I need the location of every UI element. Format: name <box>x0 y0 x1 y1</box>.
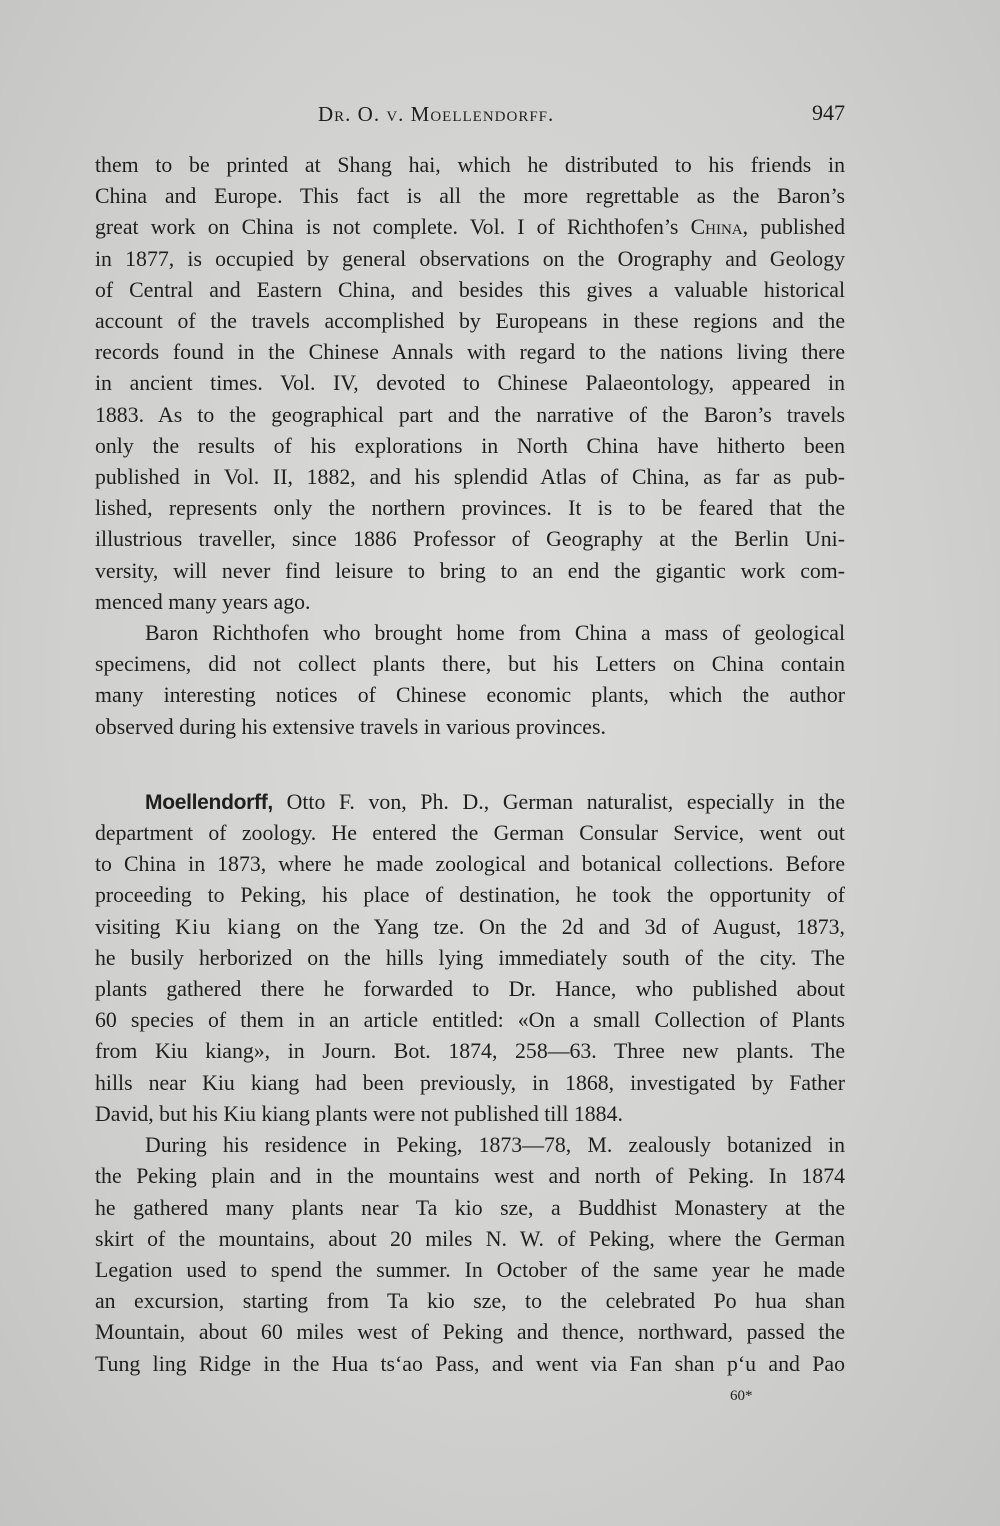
text-line: of Central and Eastern China, and besides this gives a valuable historical <box>95 277 845 302</box>
text-line: in ancient times. Vol. IV, devoted to Chinese Palaeontology, appeared in <box>95 371 845 396</box>
entry-heading: Moellendorff, <box>145 790 273 814</box>
text-line: Tung ling Ridge in the Hua ts‘ao Pass, and went via Fan shan p‘u and Pao <box>95 1351 845 1376</box>
text-line: versity, will never find leisure to bring to an end the gigantic work com- <box>95 558 845 583</box>
section-gap <box>95 743 845 787</box>
page-header <box>100 100 845 134</box>
text-run: , published <box>742 215 845 240</box>
page-number: 947 <box>812 100 845 125</box>
text-line: Legation used to spend the summer. In October of the same year he made <box>95 1257 845 1282</box>
text-line: menced many years ago. <box>95 589 311 614</box>
text-line <box>95 212 845 243</box>
paragraph-peking-residence <box>95 1130 845 1380</box>
text-line: published in Vol. II, 1882, and his splendid Atlas of China, as far as pub- <box>95 465 845 490</box>
text-line: Mountain, about 60 miles west of Peking and thence, northward, passed the <box>95 1320 845 1345</box>
text-line: only the results of his explorations in North China have hitherto been <box>95 433 845 458</box>
text-line: department of zoology. He entered the German Consular Service, went out <box>95 821 845 846</box>
text-line: from Kiu kiang», in Journ. Bot. 1874, 258—63. Three new plants. The <box>95 1039 845 1064</box>
text-line: observed during his extensive travels in various provinces. <box>95 714 606 739</box>
text-run: on the Yang tze. On the 2d and 3d of August, 1873, <box>281 914 845 939</box>
text-run: great work on China is not complete. Vol. I of Richthofen’s <box>95 215 679 240</box>
book-title: China <box>690 215 743 240</box>
entry-moellendorff <box>95 787 845 1130</box>
text-run: visiting <box>95 914 176 939</box>
text-line: During his residence in Peking, 1873—78, M. zealously botanized in <box>145 1133 845 1158</box>
text-line: in 1877, is occupied by general observations on the Orography and Geology <box>95 246 845 271</box>
text-line: 60 species of them in an article entitled: «On a small Collection of Plants <box>95 1008 845 1033</box>
text-line: specimens, did not collect plants there, but his Letters on China contain <box>95 652 845 677</box>
paragraph-richthofen-specimens <box>95 618 845 743</box>
text-line: them to be printed at Shang hai, which he distributed to his friends in <box>95 153 845 177</box>
text-line: hills near Kiu kiang had been previously, in 1868, investigated by Father <box>95 1070 845 1095</box>
text-line: the Peking plain and in the mountains west and north of Peking. In 1874 <box>95 1164 845 1189</box>
place-name: Kiu kiang <box>175 914 282 939</box>
text-line <box>95 912 845 943</box>
text-line: to China in 1873, where he made zoological and botanical collections. Before <box>95 852 845 877</box>
page-body <box>95 150 845 1380</box>
text-line: Baron Richthofen who brought home from China a mass of geological <box>145 621 845 646</box>
text-line: an excursion, starting from Ta kio sze, to the celebrated Po hua shan <box>95 1289 845 1314</box>
text-line: illustrious traveller, since 1886 Professor of Geography at the Berlin Uni- <box>95 527 845 552</box>
running-head: Dr. O. v. Moellendorff. <box>318 102 555 126</box>
text-line: skirt of the mountains, about 20 miles N. W. of Peking, where the German <box>95 1226 845 1251</box>
text-line: account of the travels accomplished by Europeans in these regions and the <box>95 309 845 334</box>
signature-mark: 60* <box>730 1388 753 1404</box>
text-line: he busily herborized on the hills lying immediately south of the city. The <box>95 945 845 970</box>
paragraph-richthofen-works <box>95 150 845 618</box>
text-line <box>95 787 845 818</box>
text-line: many interesting notices of Chinese economic plants, which the author <box>95 683 845 708</box>
text-line: proceeding to Peking, his place of destination, he took the opportunity of <box>95 883 845 908</box>
text-line: David, but his Kiu kiang plants were not published till 1884. <box>95 1101 623 1126</box>
text-line: records found in the Chinese Annals with regard to the nations living there <box>95 340 845 365</box>
text-line: 1883. As to the geographical part and the narrative of the Baron’s travels <box>95 402 845 427</box>
text-run: Otto F. von, Ph. D., German naturalist, especially in the <box>272 789 845 814</box>
text-line: plants gathered there he forwarded to Dr. Hance, who published about <box>95 977 845 1002</box>
text-line: China and Europe. This fact is all the more regrettable as the Baron’s <box>95 184 845 209</box>
text-line: he gathered many plants near Ta kio sze, a Buddhist Monastery at the <box>95 1195 845 1220</box>
text-line: lished, represents only the northern provinces. It is to be feared that the <box>95 496 845 521</box>
